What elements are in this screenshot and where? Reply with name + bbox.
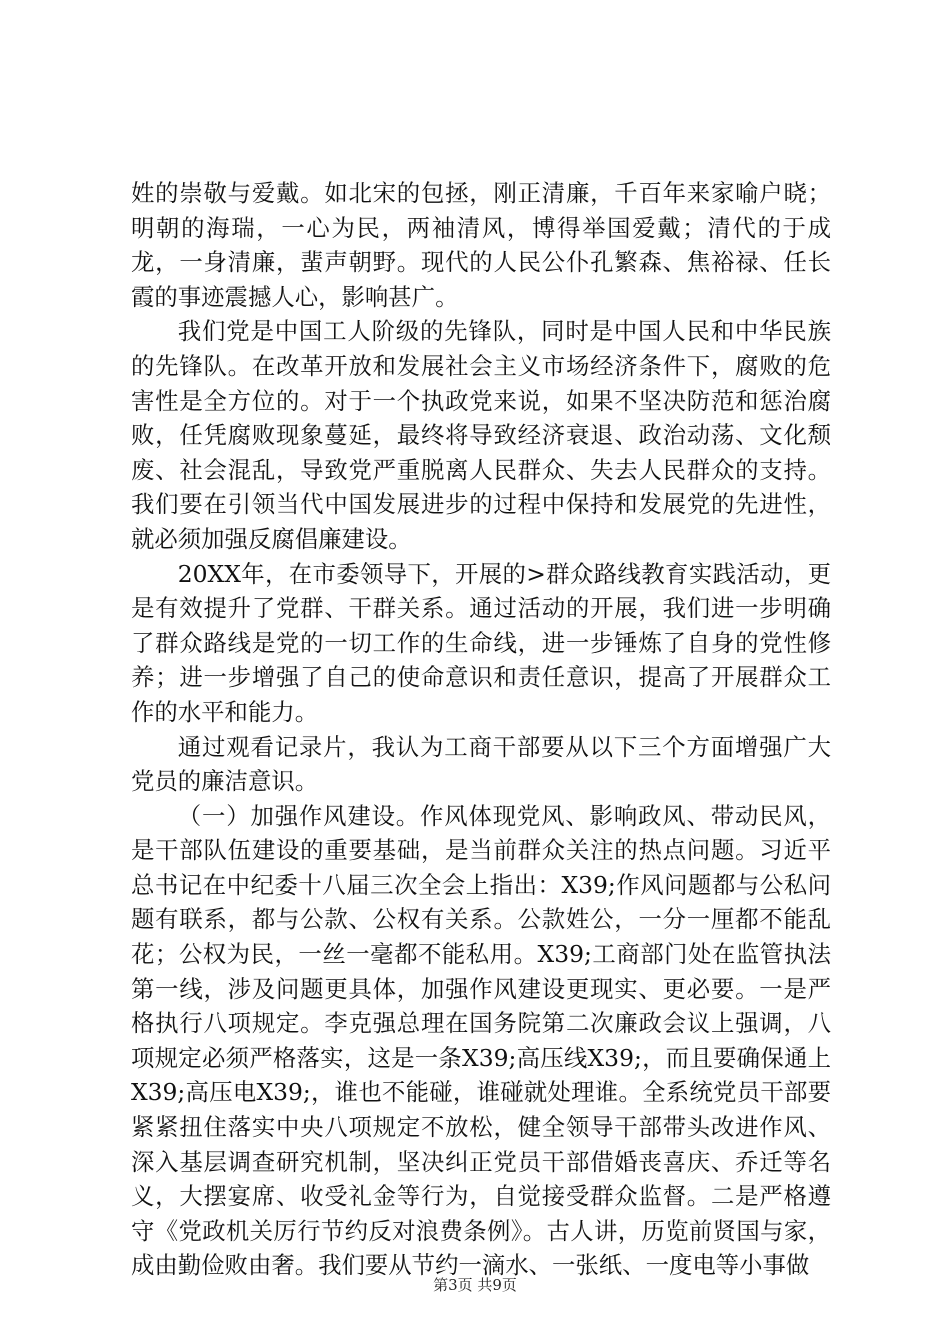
paragraph-three-aspects: 通过观看记录片，我认为工商干部要从以下三个方面增强广大党员的廉洁意识。 — [131, 732, 831, 796]
paragraph-work-style: （一）加强作风建设。作风体现党风、影响政风、带动民风，是干部队伍建设的重要基础，是当前群众关注的热点问题。习近平总书记在中纪委十八届三次全会上指出：X39;作风问题都与公私问题有联系，都与公款、公权有关系。公款姓公，一分一厘都不能乱花；公权为民，一丝一毫都不能私用。X39;工商部门处在监管执法第一线，涉及问题更具体，加强作风建设更现实、更必要。一是严格执行八项规定。李克强总理在国务院第二次廉政会议上强调，八项规定必须严格落实，这是一条X39;高压线X39;，而且要确保通上X39;高压电X39;，谁也不能碰，谁碰就处理谁。全系统党员干部要紧紧扭住落实中央八项规定不放松，健全领导干部带头改进作风、深入基层调查研究机制，坚决纠正党员干部借婚丧喜庆、乔迁等名义，大摆宴席、收受礼金等行为，自觉接受群众监督。二是严格遵守《党政机关厉行节约反对浪费条例》。古人讲，历览前贤国与家，成由勤俭败由奢。我们要从节约一滴水、一张纸、一度电等小事做 — [131, 801, 831, 1280]
document-body — [131, 176, 831, 1283]
paragraph-mass-line: 20XX年，在市委领导下，开展的>群众路线教育实践活动，更是有效提升了党群、干群关系。通过活动的开展，我们进一步明确了群众路线是党的一切工作的生命线，进一步锤炼了自身的党性修养；进一步增强了自己的使命意识和责任意识，提高了开展群众工作的水平和能力。 — [131, 559, 831, 726]
paragraph-party-vanguard: 我们党是中国工人阶级的先锋队，同时是中国人民和中华民族的先锋队。在改革开放和发展社会主义市场经济条件下，腐败的危害性是全方位的。对于一个执政党来说，如果不坚决防范和惩治腐败，任凭腐败现象蔓延，最终将导致经济衰退、政治动荡、文化颓废、社会混乱，导致党严重脱离人民群众、失去人民群众的支持。我们要在引领当代中国发展进步的过程中保持和发展党的先进性，就必须加强反腐倡廉建设。 — [131, 317, 831, 553]
paragraph-continuation: 姓的崇敬与爱戴。如北宋的包拯，刚正清廉，千百年来家喻户晓；明朝的海瑞，一心为民，两袖清风，博得举国爱戴；清代的于成龙，一身清廉，蜚声朝野。现代的人民公仆孔繁森、焦裕禄、任长霞的事迹震撼人心，影响甚广。 — [131, 179, 831, 311]
page-footer: 第3页 共9页 — [433, 1276, 517, 1294]
